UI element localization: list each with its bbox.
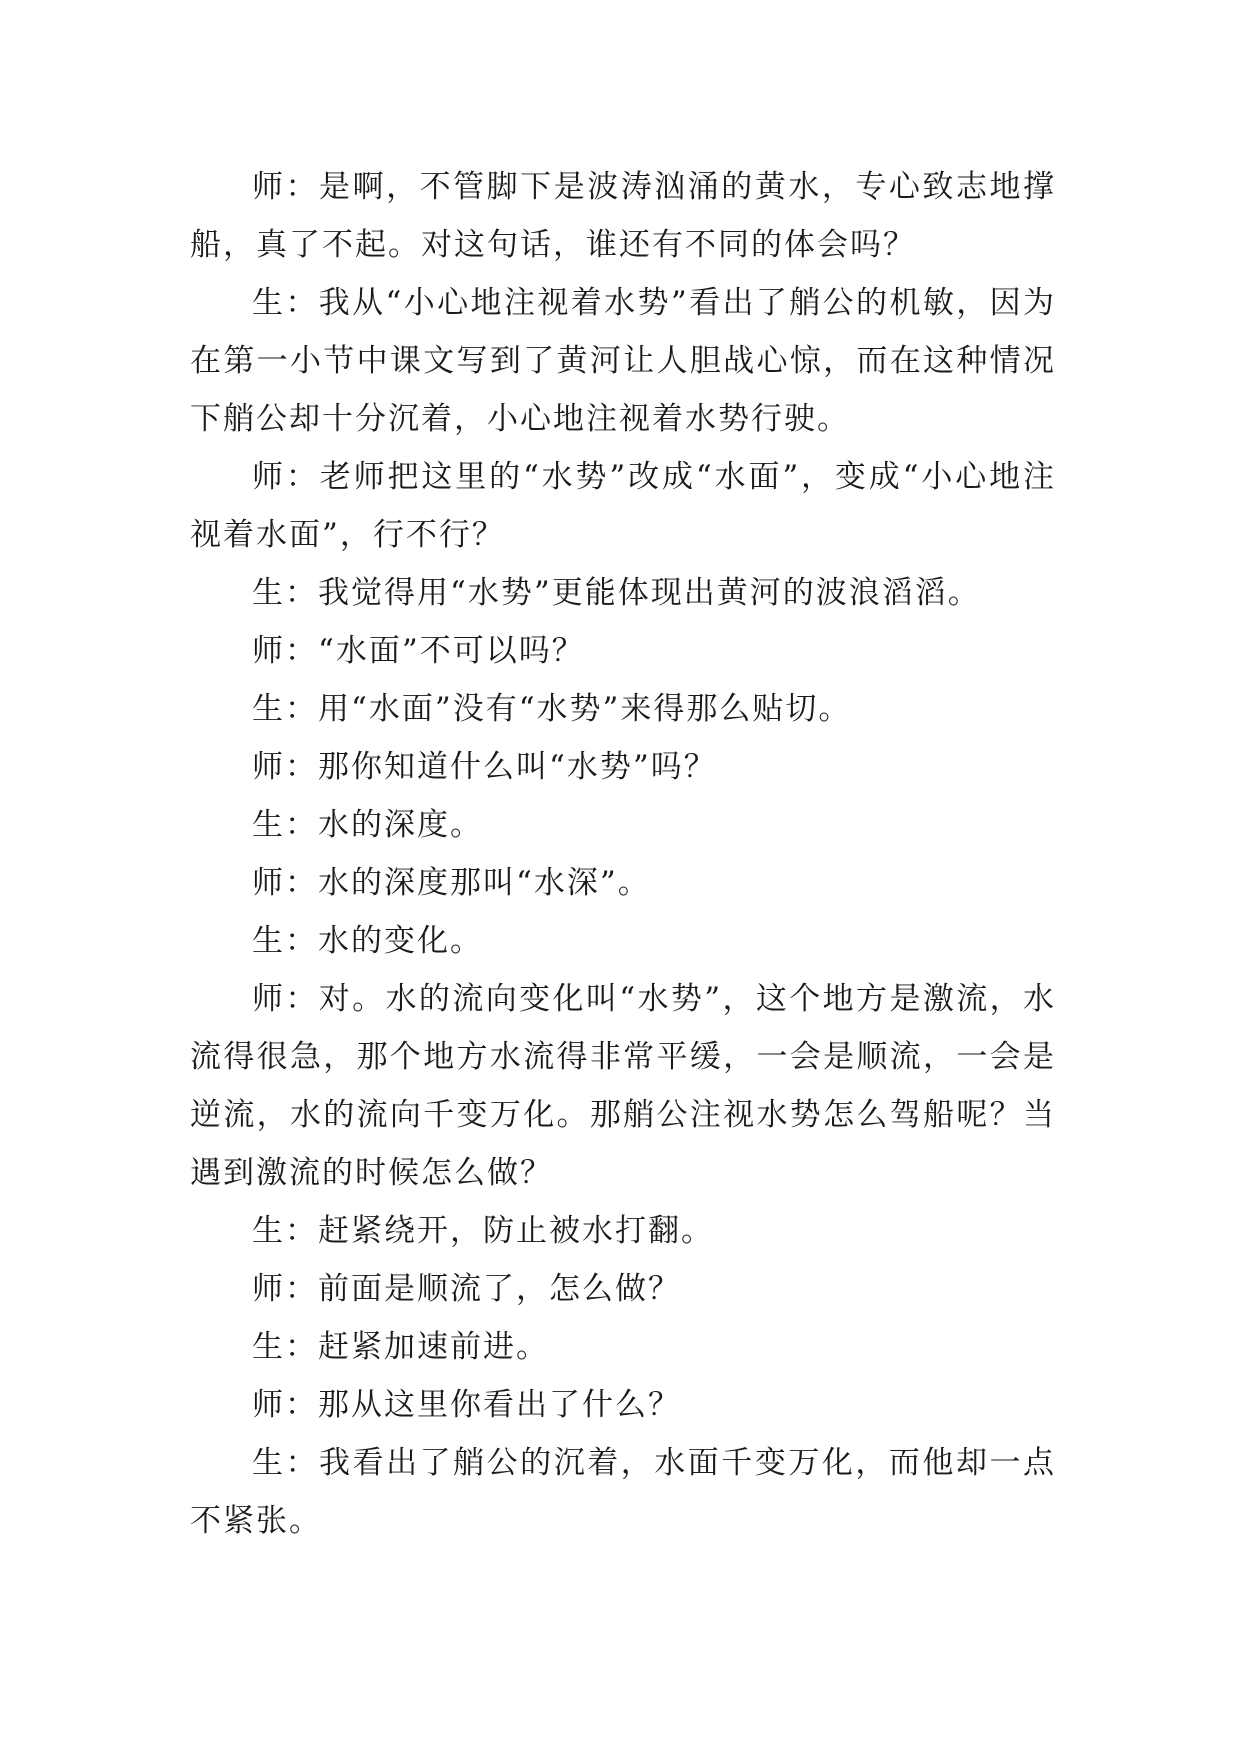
paragraph-student-2: 生：我觉得用“水势”更能体现出黄河的波浪滔滔。 [252, 575, 981, 611]
paragraph-teacher-6: 师：对。水的流向变化叫“水势”，这个地方是激流，水流得很急，那个地方水流得非常平缓，一会是顺流，一会是逆流，水的流向千变万化。那艄公注视水势怎么驾船呢？当遇到激流的时候怎么做？ [190, 981, 1056, 1191]
paragraph-teacher-7: 师：前面是顺流了，怎么做？ [252, 1271, 681, 1307]
paragraph-student-5: 生：水的变化。 [252, 923, 483, 959]
paragraph-student-3: 生：用“水面”没有“水势”来得那么贴切。 [252, 691, 852, 727]
paragraph-student-6: 生：赶紧绕开，防止被水打翻。 [252, 1213, 714, 1249]
paragraph-student-4: 生：水的深度。 [252, 807, 483, 843]
paragraph-teacher-1: 师：是啊，不管脚下是波涛汹涌的黄水，专心致志地撑船，真了不起。对这句话，谁还有不同的体会吗？ [190, 169, 1056, 263]
paragraph-teacher-5: 师：水的深度那叫“水深”。 [252, 865, 651, 901]
paragraph-teacher-2: 师：老师把这里的“水势”改成“水面”，变成“小心地注视着水面”，行不行？ [190, 459, 1056, 553]
document-body [190, 158, 1056, 1550]
paragraph-teacher-4: 师：那你知道什么叫“水势”吗？ [252, 749, 717, 785]
paragraph-student-1: 生：我从“小心地注视着水势”看出了艄公的机敏，因为在第一小节中课文写到了黄河让人胆战心惊，而在这种情况下艄公却十分沉着，小心地注视着水势行驶。 [190, 285, 1056, 437]
paragraph-student-8: 生：我看出了艄公的沉着，水面千变万化，而他却一点不紧张。 [190, 1445, 1056, 1539]
paragraph-teacher-3: 师：“水面”不可以吗？ [252, 633, 585, 669]
paragraph-student-7: 生：赶紧加速前进。 [252, 1329, 549, 1365]
paragraph-teacher-8: 师：那从这里你看出了什么？ [252, 1387, 681, 1423]
